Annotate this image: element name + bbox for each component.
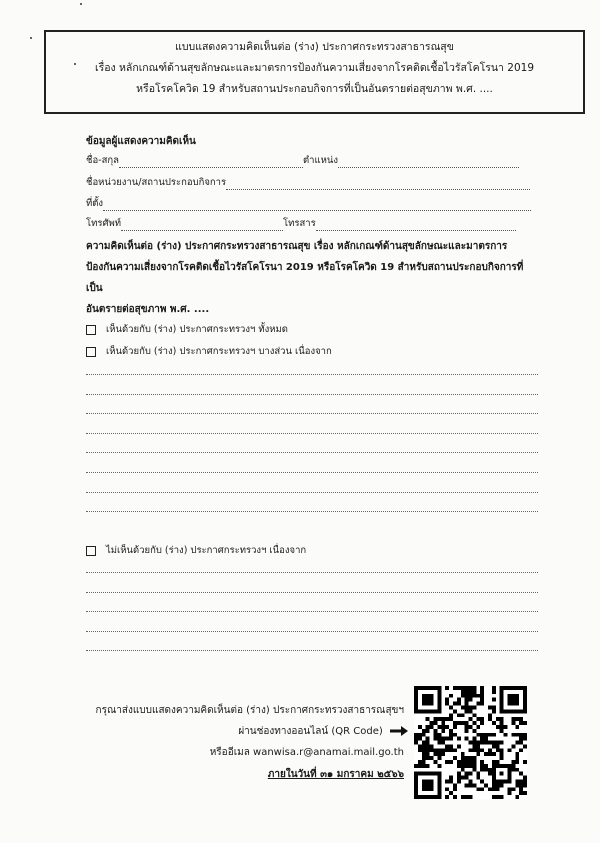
checkbox-icon[interactable] — [86, 546, 96, 556]
name-field[interactable] — [119, 157, 303, 168]
option-label: เห็นด้วยกับ (ร่าง) ประกาศกระทรวงฯ ทั้งหมด — [106, 324, 288, 335]
opinion-line: อันตรายต่อสุขภาพ พ.ศ. .... — [86, 304, 210, 315]
name-label: ชื่อ-สกุล — [86, 155, 119, 166]
writing-line[interactable] — [86, 413, 538, 414]
writing-line[interactable] — [86, 611, 538, 612]
opinion-heading — [86, 236, 538, 320]
header-subject: เรื่อง หลักเกณฑ์ด้านสุขลักษณะและมาตรการป้องกันความเสี่ยงจากโรคติดเชื้อไวรัสโคโรนา 2019 — [94, 62, 535, 74]
name-row — [86, 153, 519, 168]
phone-field[interactable] — [121, 220, 283, 231]
writing-line[interactable] — [86, 631, 538, 632]
checkbox-icon[interactable] — [86, 325, 96, 335]
opinion-line: ป้องกันความเสี่ยงจากโรคติดเชื้อไวรัสโคโรนา 2019 หรือโรคโควิด 19 สำหรับสถานประกอบกิจการที่เป็น — [86, 262, 524, 294]
writing-line[interactable] — [86, 592, 538, 593]
option-agree-partial[interactable] — [86, 344, 332, 359]
scan-speck — [30, 37, 32, 39]
org-field[interactable] — [226, 179, 530, 190]
org-row — [86, 175, 530, 190]
option-agree-all[interactable] — [86, 322, 288, 337]
header-subject-cont: หรือโรคโควิด 19 สำหรับสถานประกอบกิจการที่เป็นอันตรายต่อสุขภาพ พ.ศ. .... — [136, 83, 493, 95]
opinion-line: ความคิดเห็นต่อ (ร่าง) ประกาศกระทรวงสาธารณสุข เรื่อง หลักเกณฑ์ด้านสุขลักษณะและมาตรการ — [86, 241, 508, 252]
address-field[interactable] — [103, 200, 531, 211]
footer-online-text: ผ่านช่องทางออนไลน์ (QR Code) — [238, 726, 383, 737]
fax-label: โทรสาร — [283, 218, 316, 229]
header-box — [44, 30, 585, 114]
writing-line[interactable] — [86, 433, 538, 434]
footer-instruction: กรุณาส่งแบบแสดงความคิดเห็นต่อ (ร่าง) ประกาศกระทรวงสาธารณสุขฯ — [95, 705, 404, 716]
address-label: ที่ตั้ง — [86, 198, 104, 209]
org-label: ชื่อหน่วยงาน/สถานประกอบกิจการ — [86, 177, 227, 188]
writing-line[interactable] — [86, 452, 538, 453]
header-title: แบบแสดงความคิดเห็นต่อ (ร่าง) ประกาศกระทรวงสาธารณสุข — [175, 41, 454, 53]
writing-line[interactable] — [86, 492, 538, 493]
position-label: ตำแหน่ง — [302, 155, 338, 166]
arrow-right-icon — [390, 726, 408, 736]
writing-line[interactable] — [86, 511, 538, 512]
phone-label: โทรศัพท์ — [86, 218, 122, 229]
option-disagree[interactable] — [86, 543, 306, 558]
checkbox-icon[interactable] — [86, 347, 96, 357]
contact-row — [86, 216, 516, 231]
fax-field[interactable] — [316, 220, 516, 231]
writing-line[interactable] — [86, 394, 538, 395]
address-row — [86, 196, 531, 211]
footer-online — [238, 724, 408, 739]
writing-line[interactable] — [86, 650, 538, 651]
footer-email[interactable]: หรืออีเมล wanwisa.r@anamai.mail.go.th — [209, 747, 404, 758]
scan-speck — [80, 3, 82, 5]
info-section-title: ข้อมูลผู้แสดงความคิดเห็น — [86, 136, 196, 147]
writing-line[interactable] — [86, 472, 538, 473]
footer-deadline: ภายในวันที่ ๓๑ มกราคม ๒๕๖๖ — [267, 769, 404, 780]
qr-code-icon[interactable] — [414, 686, 527, 799]
position-field[interactable] — [338, 157, 519, 168]
option-label: ไม่เห็นด้วยกับ (ร่าง) ประกาศกระทรวงฯ เนื่องจาก — [106, 545, 307, 556]
writing-line[interactable] — [86, 374, 538, 375]
writing-line[interactable] — [86, 572, 538, 573]
option-label: เห็นด้วยกับ (ร่าง) ประกาศกระทรวงฯ บางส่วน เนื่องจาก — [106, 346, 332, 357]
